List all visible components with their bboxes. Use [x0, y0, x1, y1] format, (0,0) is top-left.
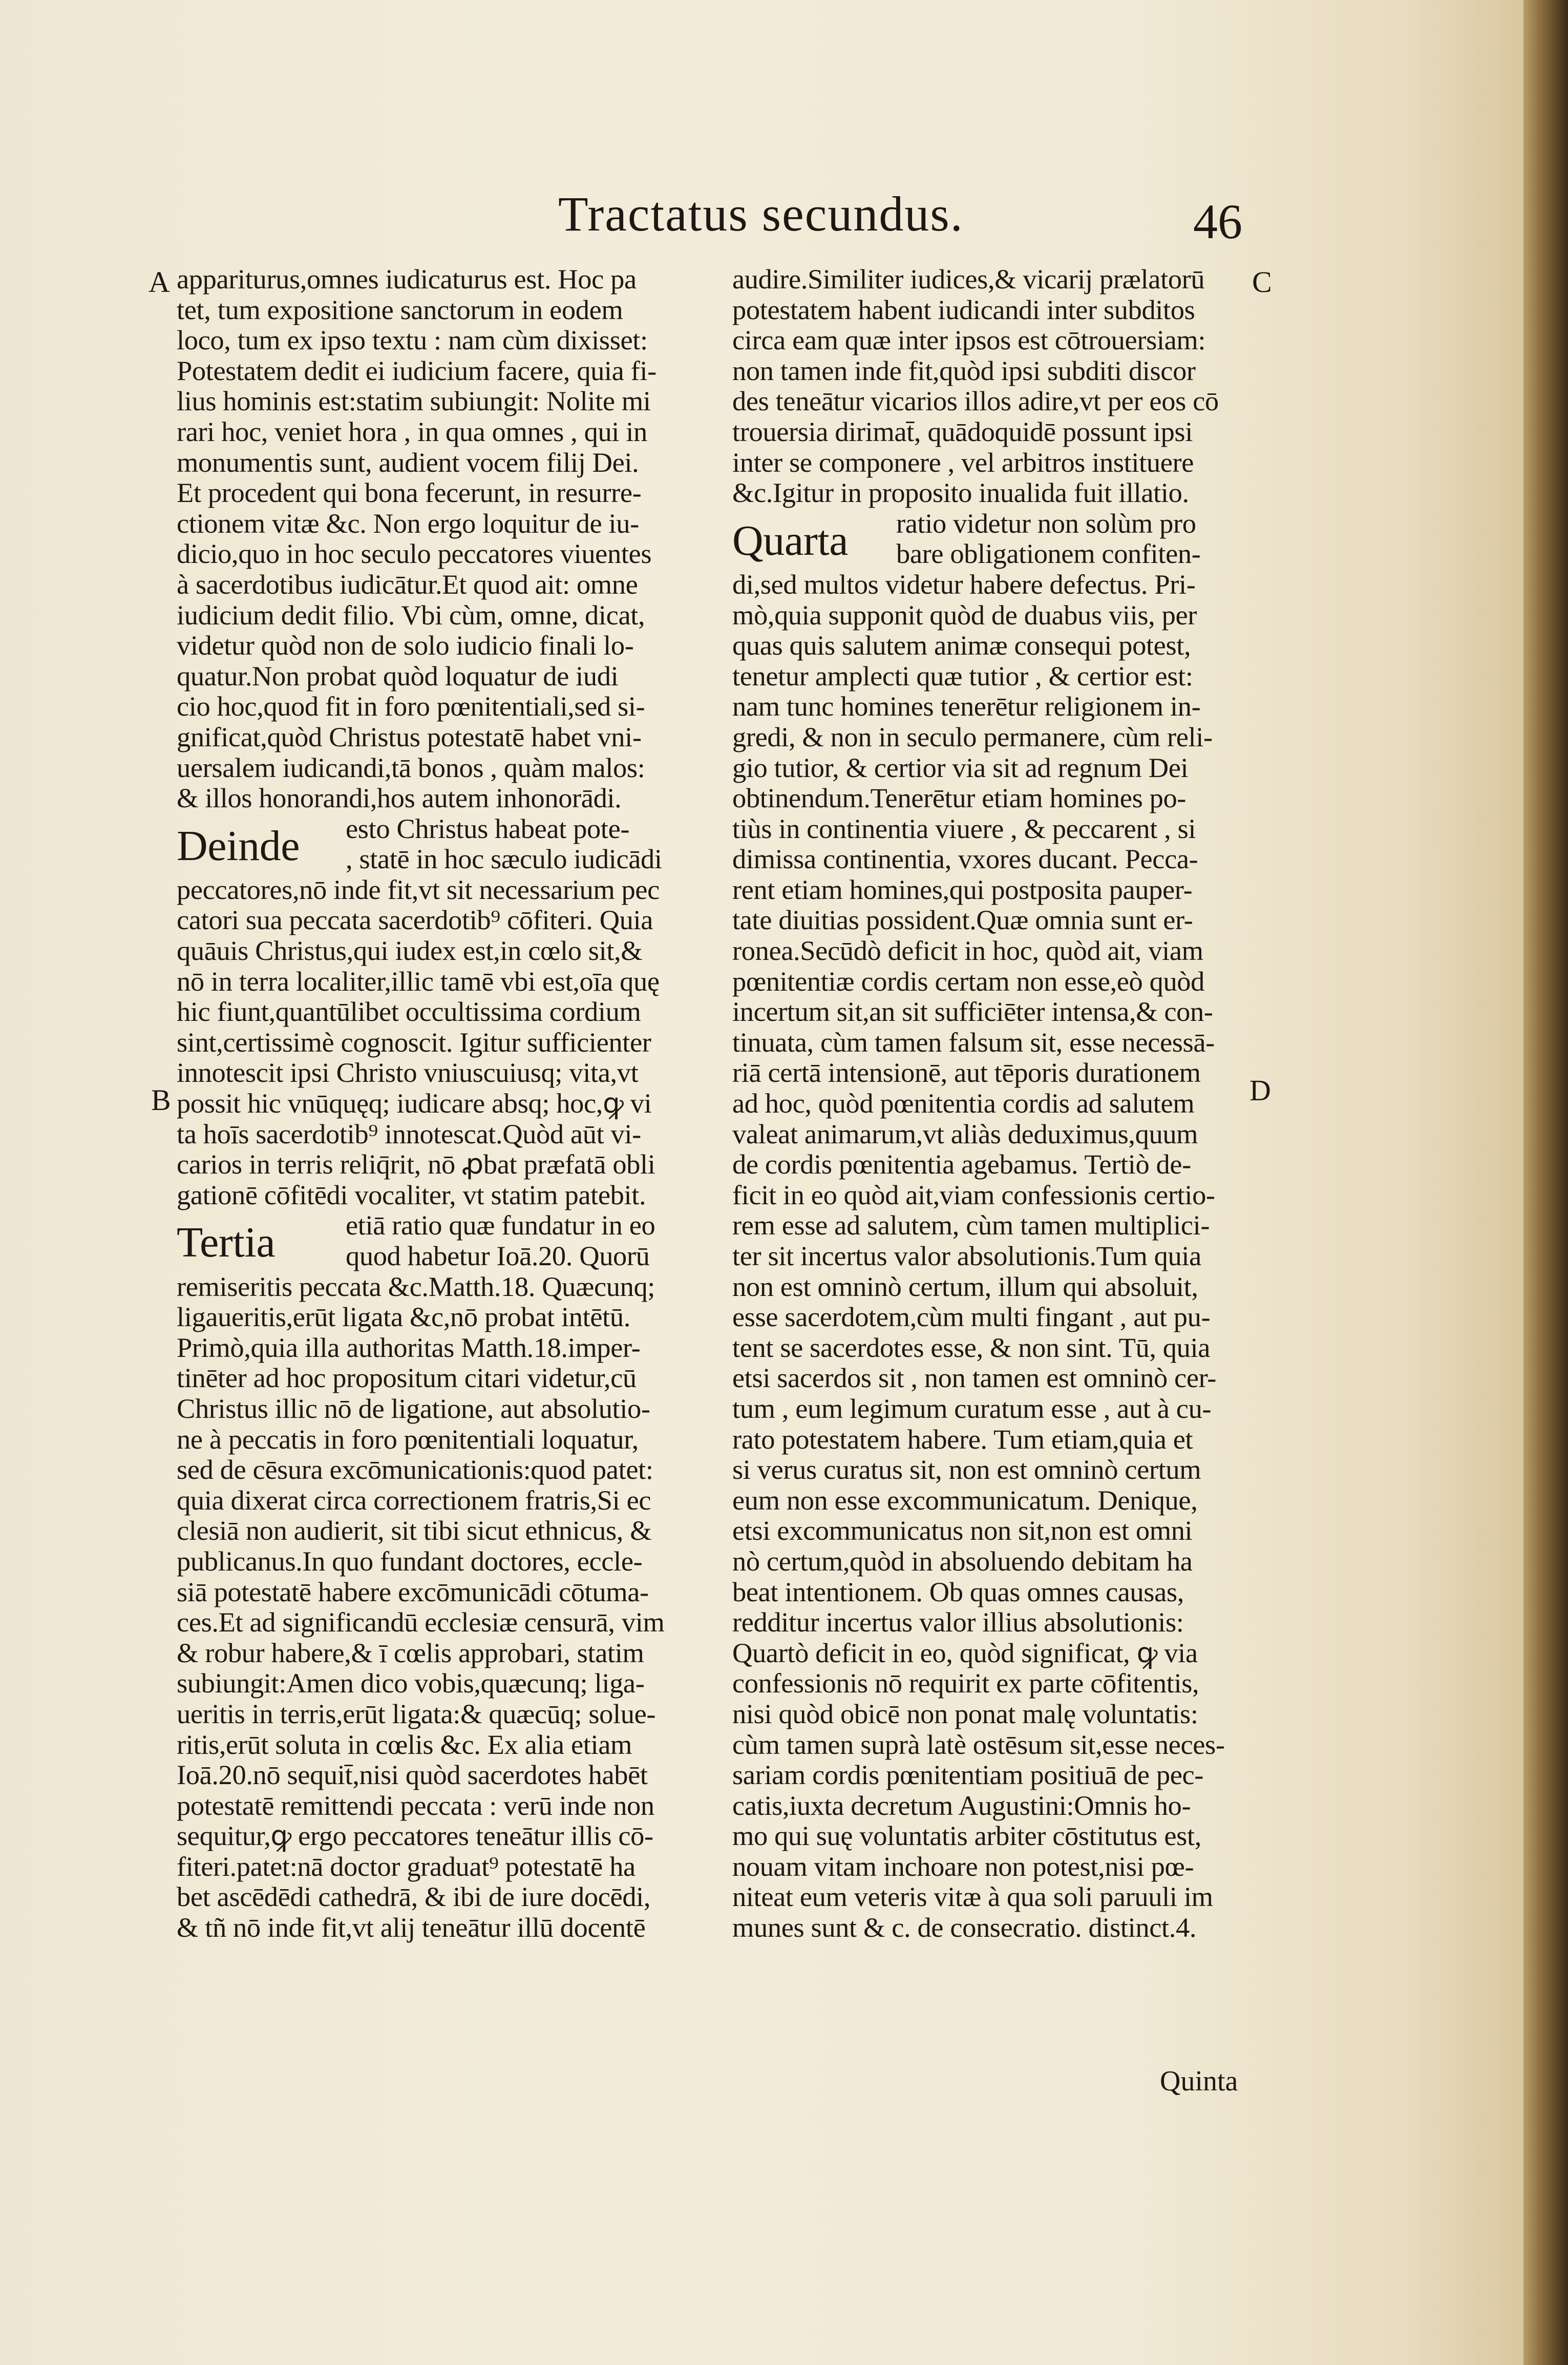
opening-line: bare obligationem confiten- [896, 538, 1201, 570]
text-line: tiùs in continentia viuere , & peccarent , si [732, 812, 1196, 844]
margin-letter-b: B [151, 1083, 171, 1117]
text-line: gnificat,quòd Christus potestatē habet vni- [177, 721, 642, 752]
left-paragraph-3 [177, 1271, 699, 1943]
text-line: potestatem habent iudicandi inter subditos [732, 294, 1195, 325]
text-line: ad hoc, quòd pœnitentia cordis ad salutem [732, 1087, 1195, 1119]
text-line: clesiā non audierit, sit tibi sicut ethnicus, & [177, 1515, 652, 1546]
text-line: sequitur,ꝙ ergo peccatores teneātur illis cō- [177, 1820, 653, 1852]
text-line: des teneātur vicarios illos adire,vt per eos cō [732, 385, 1219, 417]
text-line: tate diuitias possident.Quæ omnia sunt er- [732, 904, 1193, 936]
text-line: dimissa continentia, vxores ducant. Pecca- [732, 843, 1198, 875]
text-line: videtur quòd non de solo iudicio finali lo- [177, 630, 634, 661]
margin-letter-a: A [149, 265, 170, 299]
text-line: ficit in eo quòd ait,viam confessionis certio- [732, 1179, 1215, 1210]
text-line: rato potestatem habere. Tum etiam,quia et [732, 1423, 1193, 1455]
text-line: remiseritis peccata &c.Matth.18. Quæcunq; [177, 1270, 655, 1302]
text-line: uersalem iudicandi,tā bonos , quàm malos: [177, 751, 645, 783]
text-line: eum non esse excommunicatum. Denique, [732, 1484, 1198, 1516]
text-line: tum , eum legimum curatum esse , aut à cu- [732, 1392, 1212, 1424]
text-line: beat intentionem. Ob quas omnes causas, [732, 1576, 1184, 1607]
initial-word: Quarta [732, 516, 849, 564]
text-line: ligaueritis,erūt ligata &c,nō probat intētū. [177, 1301, 630, 1333]
text-line: ces.Et ad significandū ecclesiæ censurā, vim [177, 1606, 665, 1638]
text-line: monumentis sunt, audient vocem filij Dei. [177, 446, 639, 478]
text-line: ueritis in terris,erūt ligata:& quæcūq; solue- [177, 1698, 656, 1729]
text-line: sariam cordis pœnitentiam positiuā de pec- [732, 1759, 1204, 1791]
left-paragraph-2 [177, 874, 699, 1210]
margin-letter-c: C [1252, 265, 1272, 299]
text-line: tinēter ad hoc propositum citari videtur,cū [177, 1362, 637, 1394]
text-line: obtinendum.Tenerētur etiam homines po- [732, 782, 1186, 814]
opening-line: etiā ratio quæ fundatur in eo [346, 1209, 655, 1241]
text-line: confessionis nō requirit ex parte cōfitentis, [732, 1667, 1199, 1699]
text-line: cio hoc,quod fit in foro pœnitentiali,sed si- [177, 690, 645, 722]
text-line: gredi, & non in seculo permanere, cùm reli- [732, 721, 1213, 752]
text-line: nouam vitam inchoare non potest,nisi pœ- [732, 1850, 1194, 1882]
text-line: Potestatem dedit ei iudicium facere, quia fi- [177, 354, 656, 386]
text-line: esse sacerdotem,cùm multi fingant , aut pu- [732, 1301, 1211, 1333]
folio-number: 46 [1193, 194, 1242, 249]
text-line: ronea.Secūdò deficit in hoc, quòd ait, viam [732, 935, 1203, 967]
text-line: non tamen inde fit,quòd ipsi subditi discor [732, 354, 1196, 386]
text-line: ta hoīs sacerdotib⁹ innotescat.Quòd aūt vi- [177, 1118, 641, 1149]
text-line: catori sua peccata sacerdotib⁹ cōfiteri. Quia [177, 904, 653, 936]
paragraph-opening [732, 508, 1255, 569]
text-line: Ioā.20.nō sequit̄,nisi quòd sacerdotes habēt [177, 1759, 648, 1791]
text-line: ter sit incertus valor absolutionis.Tum quia [732, 1240, 1201, 1271]
paragraph-opening [177, 813, 699, 874]
text-line: nam tunc homines tenerētur religionem in- [732, 690, 1201, 722]
text-line: munes sunt & c. de consecratio. distinct.4. [732, 1912, 1197, 1943]
text-line: Et procedent qui bona fecerunt, in resurre- [177, 477, 642, 509]
opening-line: ratio videtur non solùm pro [896, 507, 1196, 539]
text-line: riā certā intensionē, aut tēporis durationem [732, 1057, 1201, 1089]
text-line: tinuata, cùm tamen falsum sit, esse necessā- [732, 1026, 1215, 1058]
left-paragraph-1 [177, 264, 699, 813]
text-line: innotescit ipsi Christo vniuscuiusq; vita,vt [177, 1057, 639, 1089]
text-line: fiteri.patet:nā doctor graduat⁹ potestatē ha [177, 1850, 635, 1882]
text-line: subiungit:Amen dico vobis,quæcunq; liga- [177, 1667, 645, 1699]
right-column [732, 264, 1255, 1943]
text-line: & tñ nō inde fit,vt alij teneātur illū docentē [177, 1912, 646, 1943]
text-line: gationē cōfitēdi vocaliter, vt statim patebit. [177, 1179, 646, 1210]
paragraph-opening [177, 1210, 699, 1271]
text-line: quas quis salutem animæ consequi potest, [732, 630, 1191, 661]
text-line: tenetur amplecti quæ tutior , & certior est: [732, 660, 1193, 692]
initial-word: Deinde [177, 822, 300, 870]
text-line: sed de cēsura excōmunicationis:quod patet: [177, 1454, 653, 1485]
text-line: non est omninò certum, illum qui absoluit, [732, 1270, 1198, 1302]
text-line: lius hominis est:statim subiungit: Nolite mi [177, 385, 651, 417]
catchword: Quinta [1160, 2065, 1238, 2097]
running-title: Tractatus secundus. [558, 186, 964, 241]
text-line: publicanus.In quo fundant doctores, eccle- [177, 1545, 643, 1577]
opening-line: quod habetur Ioā.20. Quorū [346, 1240, 650, 1271]
text-line: Primò,quia illa authoritas Matth.18.imper- [177, 1331, 641, 1363]
text-line: valeat animarum,vt aliàs deduximus,quum [732, 1118, 1198, 1149]
text-line: siā potestatē habere excōmunicādi cōtuma- [177, 1576, 649, 1607]
text-line: rem esse ad salutem, cùm tamen multiplici- [732, 1209, 1210, 1241]
text-line: trouersia dirimat̄, quādoquidē possunt ipsi [732, 415, 1193, 447]
text-line: à sacerdotibus iudicātur.Et quod ait: omne [177, 568, 638, 600]
text-line: hic fiunt,quantūlibet occultissima cordium [177, 996, 641, 1028]
text-line: possit hic vnūquęq; iudicare absq; hoc,ꝙ vi [177, 1087, 652, 1119]
text-line: si verus curatus sit, non est omninò certum [732, 1454, 1201, 1485]
text-line: ne à peccatis in foro pœnitentiali loquatur, [177, 1423, 639, 1455]
right-paragraph-2 [732, 569, 1255, 1943]
text-line: & illos honorandi,hos autem inhonorādi. [177, 782, 622, 814]
opening-line: esto Christus habeat pote- [346, 812, 630, 844]
text-line: iudicium dedit filio. Vbi cùm, omne, dicat, [177, 599, 645, 631]
text-line: quatur.Non probat quòd loquatur de iudi [177, 660, 619, 692]
text-line: nō in terra localiter,illic tamē vbi est,oīa quę [177, 965, 660, 997]
text-line: & robur habere,& ī cœlis approbari, statim [177, 1637, 644, 1668]
text-line: carios in terris reliq̄rit, nō ꝓbat præfatā obli [177, 1148, 655, 1180]
text-line: potestatē remittendi peccata : verū inde non [177, 1789, 654, 1821]
text-line: de cordis pœnitentia agebamus. Tertiò de- [732, 1148, 1191, 1180]
text-line: incertum sit,an sit sufficiēter intensa,& con- [732, 996, 1213, 1028]
text-line: dicio,quo in hoc seculo peccatores viuentes [177, 538, 652, 570]
opening-line: , statē in hoc sæculo iudicādi [346, 843, 662, 875]
text-line: nisi quòd obicē non ponat malę voluntatis: [732, 1698, 1198, 1729]
text-line: pœnitentiæ cordis certam non esse,eò quòd [732, 965, 1204, 997]
text-line: Quartò deficit in eo, quòd significat, ꝙ via [732, 1637, 1198, 1668]
text-line: &c.Igitur in proposito inualida fuit illatio. [732, 477, 1189, 509]
text-line: quāuis Christus,qui iudex est,in cœlo sit,& [177, 935, 643, 967]
text-line: ritis,erūt soluta in cœlis &c. Ex alia etiam [177, 1728, 632, 1760]
text-line: appariturus,omnes iudicaturus est. Hoc pa [177, 263, 637, 295]
text-line: peccatores,nō inde fit,vt sit necessarium pec [177, 873, 660, 905]
page-edge-shadow [1523, 0, 1568, 2365]
text-line: bet ascēdēdi cathedrā, & ibi de iure docēdi, [177, 1881, 651, 1913]
text-line: redditur incertus valor illius absolutionis: [732, 1606, 1184, 1638]
text-line: loco, tum ex ipso textu : nam cùm dixisset: [177, 324, 648, 356]
text-line: cùm tamen suprà latè ostēsum sit,esse neces- [732, 1728, 1225, 1760]
text-line: gio tutior, & certior via sit ad regnum Dei [732, 751, 1189, 783]
text-line: ctionem vitæ &c. Non ergo loquitur de iu- [177, 507, 639, 539]
right-paragraph-1 [732, 264, 1255, 508]
text-line: rent etiam homines,qui postposita pauper- [732, 873, 1193, 905]
text-line: nò certum,quòd in absoluendo debitam ha [732, 1545, 1193, 1577]
text-line: di,sed multos videtur habere defectus. Pri- [732, 568, 1196, 600]
text-line: tet, tum expositione sanctorum in eodem [177, 294, 623, 325]
text-line: etsi sacerdos sit , non tamen est omninò cer- [732, 1362, 1217, 1394]
left-column [177, 264, 699, 1943]
text-line: rari hoc, veniet hora , in qua omnes , qui in [177, 415, 647, 447]
margin-letter-d: D [1249, 1074, 1271, 1107]
initial-word: Tertia [177, 1219, 276, 1267]
text-line: etsi excommunicatus non sit,non est omni [732, 1515, 1193, 1546]
text-line: circa eam quæ inter ipsos est cōtrouersiam: [732, 324, 1206, 356]
text-line: mo qui suę voluntatis arbiter cōstitutus est, [732, 1820, 1201, 1852]
text-line: mò,quia supponit quòd de duabus viis, per [732, 599, 1197, 631]
text-line: audire.Similiter iudices,& vicarij prælatorū [732, 263, 1205, 295]
text-line: tent se sacerdotes esse, & non sint. Tū, quia [732, 1331, 1211, 1363]
text-line: quia dixerat circa correctionem fratris,Si ec [177, 1484, 651, 1516]
text-line: sint,certissimè cognoscit. Igitur sufficienter [177, 1026, 651, 1058]
text-line: niteat eum veteris vitæ à qua soli paruuli im [732, 1881, 1213, 1913]
text-line: inter se componere , vel arbitros instituere [732, 446, 1194, 478]
text-line: Christus illic nō de ligatione, aut absolutio- [177, 1392, 650, 1424]
text-line: catis,iuxta decretum Augustini:Omnis ho- [732, 1789, 1191, 1821]
